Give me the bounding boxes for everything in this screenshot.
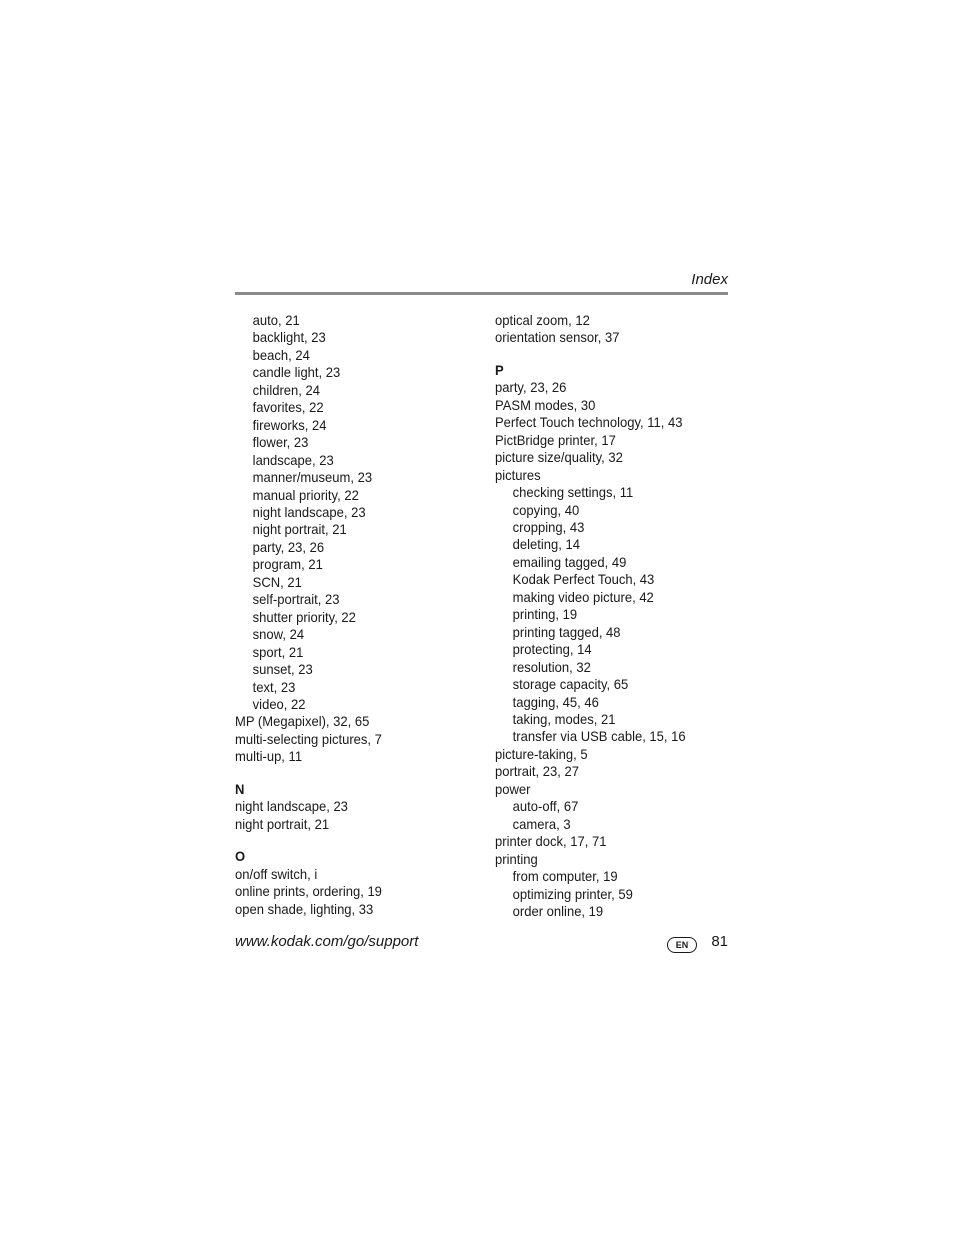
index-subentry: copying, 40	[512, 501, 580, 518]
index-subentry: party, 23, 26	[252, 538, 325, 555]
index-subentry: text, 23	[252, 678, 296, 695]
index-subentry: cropping, 43	[512, 518, 585, 535]
index-subentry: emailing tagged, 49	[512, 553, 627, 570]
index-subentry: sunset, 23	[252, 661, 313, 678]
index-entry: MP (Megapixel), 32, 65	[235, 713, 370, 730]
index-subentry: video, 22	[252, 695, 306, 712]
index-subentry: printing tagged, 48	[512, 623, 621, 640]
index-subentry: auto-off, 67	[512, 798, 579, 815]
index-subentry: tagging, 45, 46	[512, 693, 599, 710]
index-entry: power	[495, 780, 531, 797]
support-url: www.kodak.com/go/support	[235, 933, 419, 950]
index-entry: orientation sensor, 37	[495, 329, 620, 346]
index-subentry: resolution, 32	[512, 658, 591, 675]
index-subentry: making video picture, 42	[512, 588, 654, 605]
index-subentry: program, 21	[252, 556, 323, 573]
index-subentry: children, 24	[252, 381, 320, 398]
language-badge: EN	[667, 937, 697, 953]
index-section-letter: O	[235, 848, 246, 865]
index-subentry: protecting, 14	[512, 641, 592, 658]
index-entry: picture size/quality, 32	[495, 449, 623, 466]
index-subentry: transfer via USB cable, 15, 16	[512, 728, 686, 745]
index-section-letter: N	[235, 780, 245, 797]
index-subentry: fireworks, 24	[252, 416, 327, 433]
index-entry: night portrait, 21	[235, 815, 330, 832]
index-column-right	[495, 312, 700, 920]
index-subentry: order online, 19	[512, 902, 604, 919]
index-subentry: SCN, 21	[252, 573, 302, 590]
index-subentry: shutter priority, 22	[252, 608, 356, 625]
index-subentry: optimizing printer, 59	[512, 885, 633, 902]
index-entry: on/off switch, i	[235, 865, 318, 882]
index-subentry: self-portrait, 23	[252, 591, 340, 608]
index-subentry: camera, 3	[512, 815, 571, 832]
index-subentry: deleting, 14	[512, 536, 581, 553]
index-entry: PictBridge printer, 17	[495, 431, 616, 448]
index-subentry: printing, 19	[512, 606, 578, 623]
index-entry: portrait, 23, 27	[495, 763, 579, 780]
index-subentry: auto, 21	[252, 312, 300, 328]
index-subentry: taking, modes, 21	[512, 710, 616, 727]
index-entry: pictures	[495, 466, 541, 483]
index-subentry: candle light, 23	[252, 364, 341, 381]
index-entry: open shade, lighting, 33	[235, 900, 374, 917]
index-subentry: landscape, 23	[252, 451, 334, 468]
index-entry: optical zoom, 12	[495, 312, 590, 328]
index-column-left	[235, 312, 393, 918]
index-entry: party, 23, 26	[495, 379, 567, 396]
index-subentry: manner/museum, 23	[252, 469, 373, 486]
page-title: Index	[691, 271, 728, 288]
index-subentry: favorites, 22	[252, 399, 324, 416]
header-rule	[235, 292, 728, 295]
index-entry: multi-selecting pictures, 7	[235, 730, 382, 747]
index-entry: PASM modes, 30	[495, 396, 596, 413]
index-subentry: snow, 24	[252, 626, 305, 643]
index-subentry: Kodak Perfect Touch, 43	[512, 571, 655, 588]
index-subentry: flower, 23	[252, 434, 309, 451]
index-entry: Perfect Touch technology, 11, 43	[495, 414, 683, 431]
index-subentry: storage capacity, 65	[512, 676, 629, 693]
index-subentry: backlight, 23	[252, 329, 326, 346]
index-entry: night landscape, 23	[235, 798, 348, 815]
index-subentry: beach, 24	[252, 346, 310, 363]
index-subentry: from computer, 19	[512, 868, 618, 885]
index-subentry: night portrait, 21	[252, 521, 347, 538]
index-entry: printer dock, 17, 71	[495, 833, 607, 850]
index-subentry: checking settings, 11	[512, 484, 634, 501]
index-entry: picture-taking, 5	[495, 745, 588, 762]
index-entry: printing	[495, 850, 538, 867]
index-subentry: manual priority, 22	[252, 486, 359, 503]
index-entry: online prints, ordering, 19	[235, 883, 382, 900]
index-subentry: night landscape, 23	[252, 503, 366, 520]
index-entry: multi-up, 11	[235, 748, 303, 765]
index-subentry: sport, 21	[252, 643, 304, 660]
index-section-letter: P	[495, 361, 504, 378]
page-number: 81	[711, 933, 728, 950]
